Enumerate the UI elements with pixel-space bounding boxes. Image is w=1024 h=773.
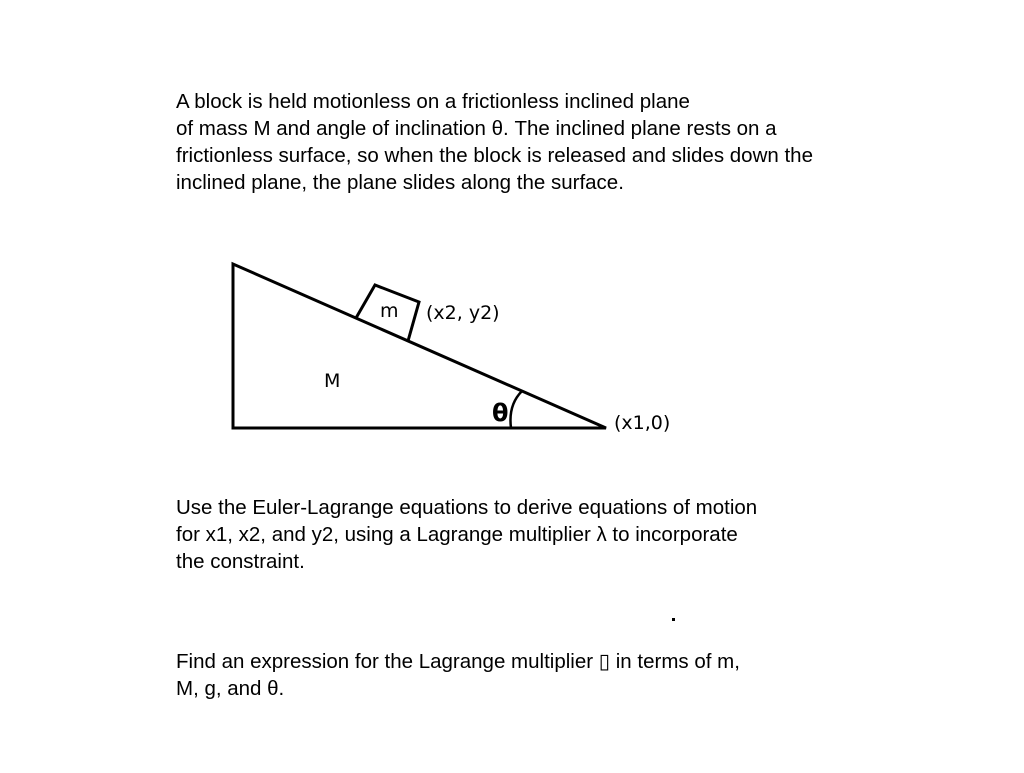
- angle-arc: [510, 391, 522, 428]
- task1-line-3: the constraint.: [176, 550, 305, 573]
- tip-coordinate-label: (x1,0): [614, 412, 671, 434]
- stray-dot: [672, 618, 675, 621]
- block-coordinate-label: (x2, y2): [426, 302, 500, 324]
- inclined-plane-wedge: [233, 264, 606, 428]
- block-mass-label: m: [380, 300, 399, 322]
- task2-line-2: M, g, and θ.: [176, 677, 285, 700]
- intro-line-2: of mass M and angle of inclination θ. The inclined plane rests on a: [176, 117, 777, 140]
- task1-line-2: for x1, x2, and y2, using a Lagrange multiplier λ to incorporate: [176, 523, 738, 546]
- task-euler-lagrange: [176, 494, 757, 575]
- task1-line-1: Use the Euler-Lagrange equations to derive equations of motion: [176, 496, 758, 519]
- intro-line-4: inclined plane, the plane slides along the surface.: [176, 171, 624, 194]
- task-lagrange-multiplier: [176, 648, 740, 702]
- plane-mass-label: M: [324, 370, 341, 392]
- intro-line-3: frictionless surface, so when the block is released and slides down the: [176, 144, 813, 167]
- intro-line-1: A block is held motionless on a frictionless inclined plane: [176, 90, 690, 113]
- angle-theta-label: θ: [492, 399, 509, 427]
- task2-line-1: Find an expression for the Lagrange multiplier ▯ in terms of m,: [176, 650, 740, 673]
